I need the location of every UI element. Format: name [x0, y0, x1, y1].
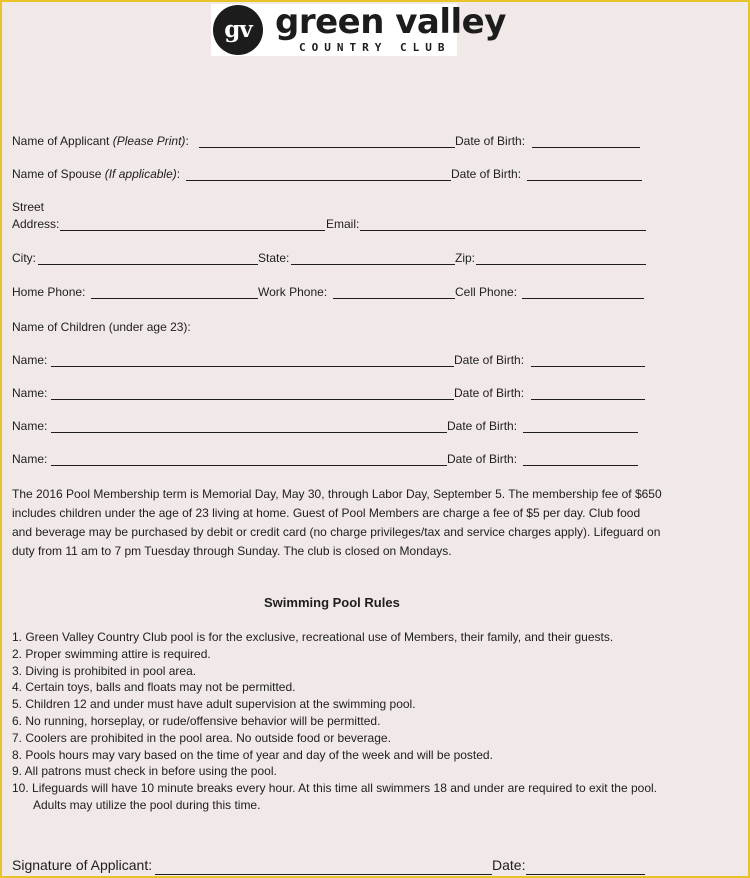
city-label: City: — [12, 251, 36, 265]
gv-logo-mark: gv — [213, 5, 263, 55]
rule-item: 4. Certain toys, balls and floats may not be permitted. — [12, 680, 296, 695]
spouse-name-label: Name of Spouse (If applicable): — [12, 167, 181, 181]
cell-phone-field[interactable] — [522, 298, 644, 299]
child-2-dob-field[interactable] — [531, 399, 645, 400]
child-2-dob-label: Date of Birth: — [454, 386, 525, 400]
applicant-dob-field[interactable] — [532, 147, 640, 148]
rules-list — [12, 629, 662, 814]
signature-label: Signature of Applicant: — [12, 857, 153, 873]
city-field[interactable] — [38, 264, 258, 265]
cell-phone-label: Cell Phone: — [455, 285, 518, 299]
child-1-name-label: Name: — [12, 353, 48, 367]
child-3-dob-field[interactable] — [523, 432, 638, 433]
child-2-name-field[interactable] — [51, 399, 454, 400]
rule-item: 7. Coolers are prohibited in the pool area. No outside food or beverage. — [12, 730, 391, 745]
work-phone-label: Work Phone: — [258, 285, 328, 299]
spouse-name-field[interactable] — [186, 180, 451, 181]
address-field[interactable] — [60, 230, 325, 231]
children-heading: Name of Children (under age 23): — [12, 320, 191, 334]
home-phone-label: Home Phone: — [12, 285, 86, 299]
applicant-name-label: Name of Applicant (Please Print): — [12, 134, 189, 148]
address-label: Address: — [12, 217, 60, 231]
club-logo — [211, 2, 506, 56]
email-label: Email: — [326, 217, 360, 231]
child-4-name-field[interactable] — [51, 465, 447, 466]
work-phone-field[interactable] — [333, 298, 455, 299]
child-4-name-label: Name: — [12, 452, 48, 466]
membership-form-page — [2, 2, 748, 876]
state-label: State: — [258, 251, 290, 265]
spouse-dob-label: Date of Birth: — [451, 167, 522, 181]
rule-item: 9. All patrons must check in before using the pool. — [12, 764, 277, 779]
logo-club-subtitle: COUNTRY CLUB — [299, 41, 451, 54]
applicant-dob-label: Date of Birth: — [455, 134, 526, 148]
rule-item: 5. Children 12 and under must have adult supervision at the swimming pool. — [12, 697, 416, 712]
child-3-dob-label: Date of Birth: — [447, 419, 518, 433]
logo-club-name: green valley — [275, 2, 506, 42]
rule-item: 3. Diving is prohibited in pool area. — [12, 663, 197, 678]
home-phone-field[interactable] — [91, 298, 258, 299]
child-4-dob-label: Date of Birth: — [447, 452, 518, 466]
membership-terms-paragraph: The 2016 Pool Membership term is Memorial Day, May 30, through Labor Day, September 5. The membership fee of $650 includes children under the age of 23 living at home. Guest of Pool Members are charge a fee of $5 per day. Club food and beverage may be purchased by debit or credit card (no charge privileges/tax and service charges apply). Lifeguard on duty from 11 am to 7 pm Tuesday through Sunday. The club is closed on Mondays. — [12, 487, 662, 558]
child-1-name-field[interactable] — [51, 366, 454, 367]
child-3-name-field[interactable] — [51, 432, 447, 433]
child-1-dob-label: Date of Birth: — [454, 353, 525, 367]
rule-item: 2. Proper swimming attire is required. — [12, 646, 211, 661]
zip-field[interactable] — [476, 264, 646, 265]
child-2-name-label: Name: — [12, 386, 48, 400]
rules-title: Swimming Pool Rules — [264, 595, 400, 610]
email-field[interactable] — [360, 230, 646, 231]
spouse-dob-field[interactable] — [527, 180, 642, 181]
signature-field[interactable] — [155, 874, 492, 875]
signature-date-field[interactable] — [526, 874, 645, 875]
applicant-name-field[interactable] — [199, 147, 455, 148]
rule-item: 1. Green Valley Country Club pool is for the exclusive, recreational use of Members, their family, and their guests. — [12, 630, 614, 644]
rule-item: 6. No running, horseplay, or rude/offensive behavior will be permitted. — [12, 713, 381, 728]
zip-label: Zip: — [455, 251, 476, 265]
child-3-name-label: Name: — [12, 419, 48, 433]
signature-date-label: Date: — [492, 857, 526, 873]
rule-item: 8. Pools hours may vary based on the time of year and day of the week and will be posted. — [12, 747, 493, 762]
state-field[interactable] — [291, 264, 455, 265]
child-1-dob-field[interactable] — [531, 366, 645, 367]
street-label: Street — [12, 200, 45, 214]
child-4-dob-field[interactable] — [523, 465, 638, 466]
rule-item: 10. Lifeguards will have 10 minute breaks every hour. At this time all swimmers 18 and under are required to exit the pool. Adults may utilize the pool during this time. — [12, 781, 658, 812]
